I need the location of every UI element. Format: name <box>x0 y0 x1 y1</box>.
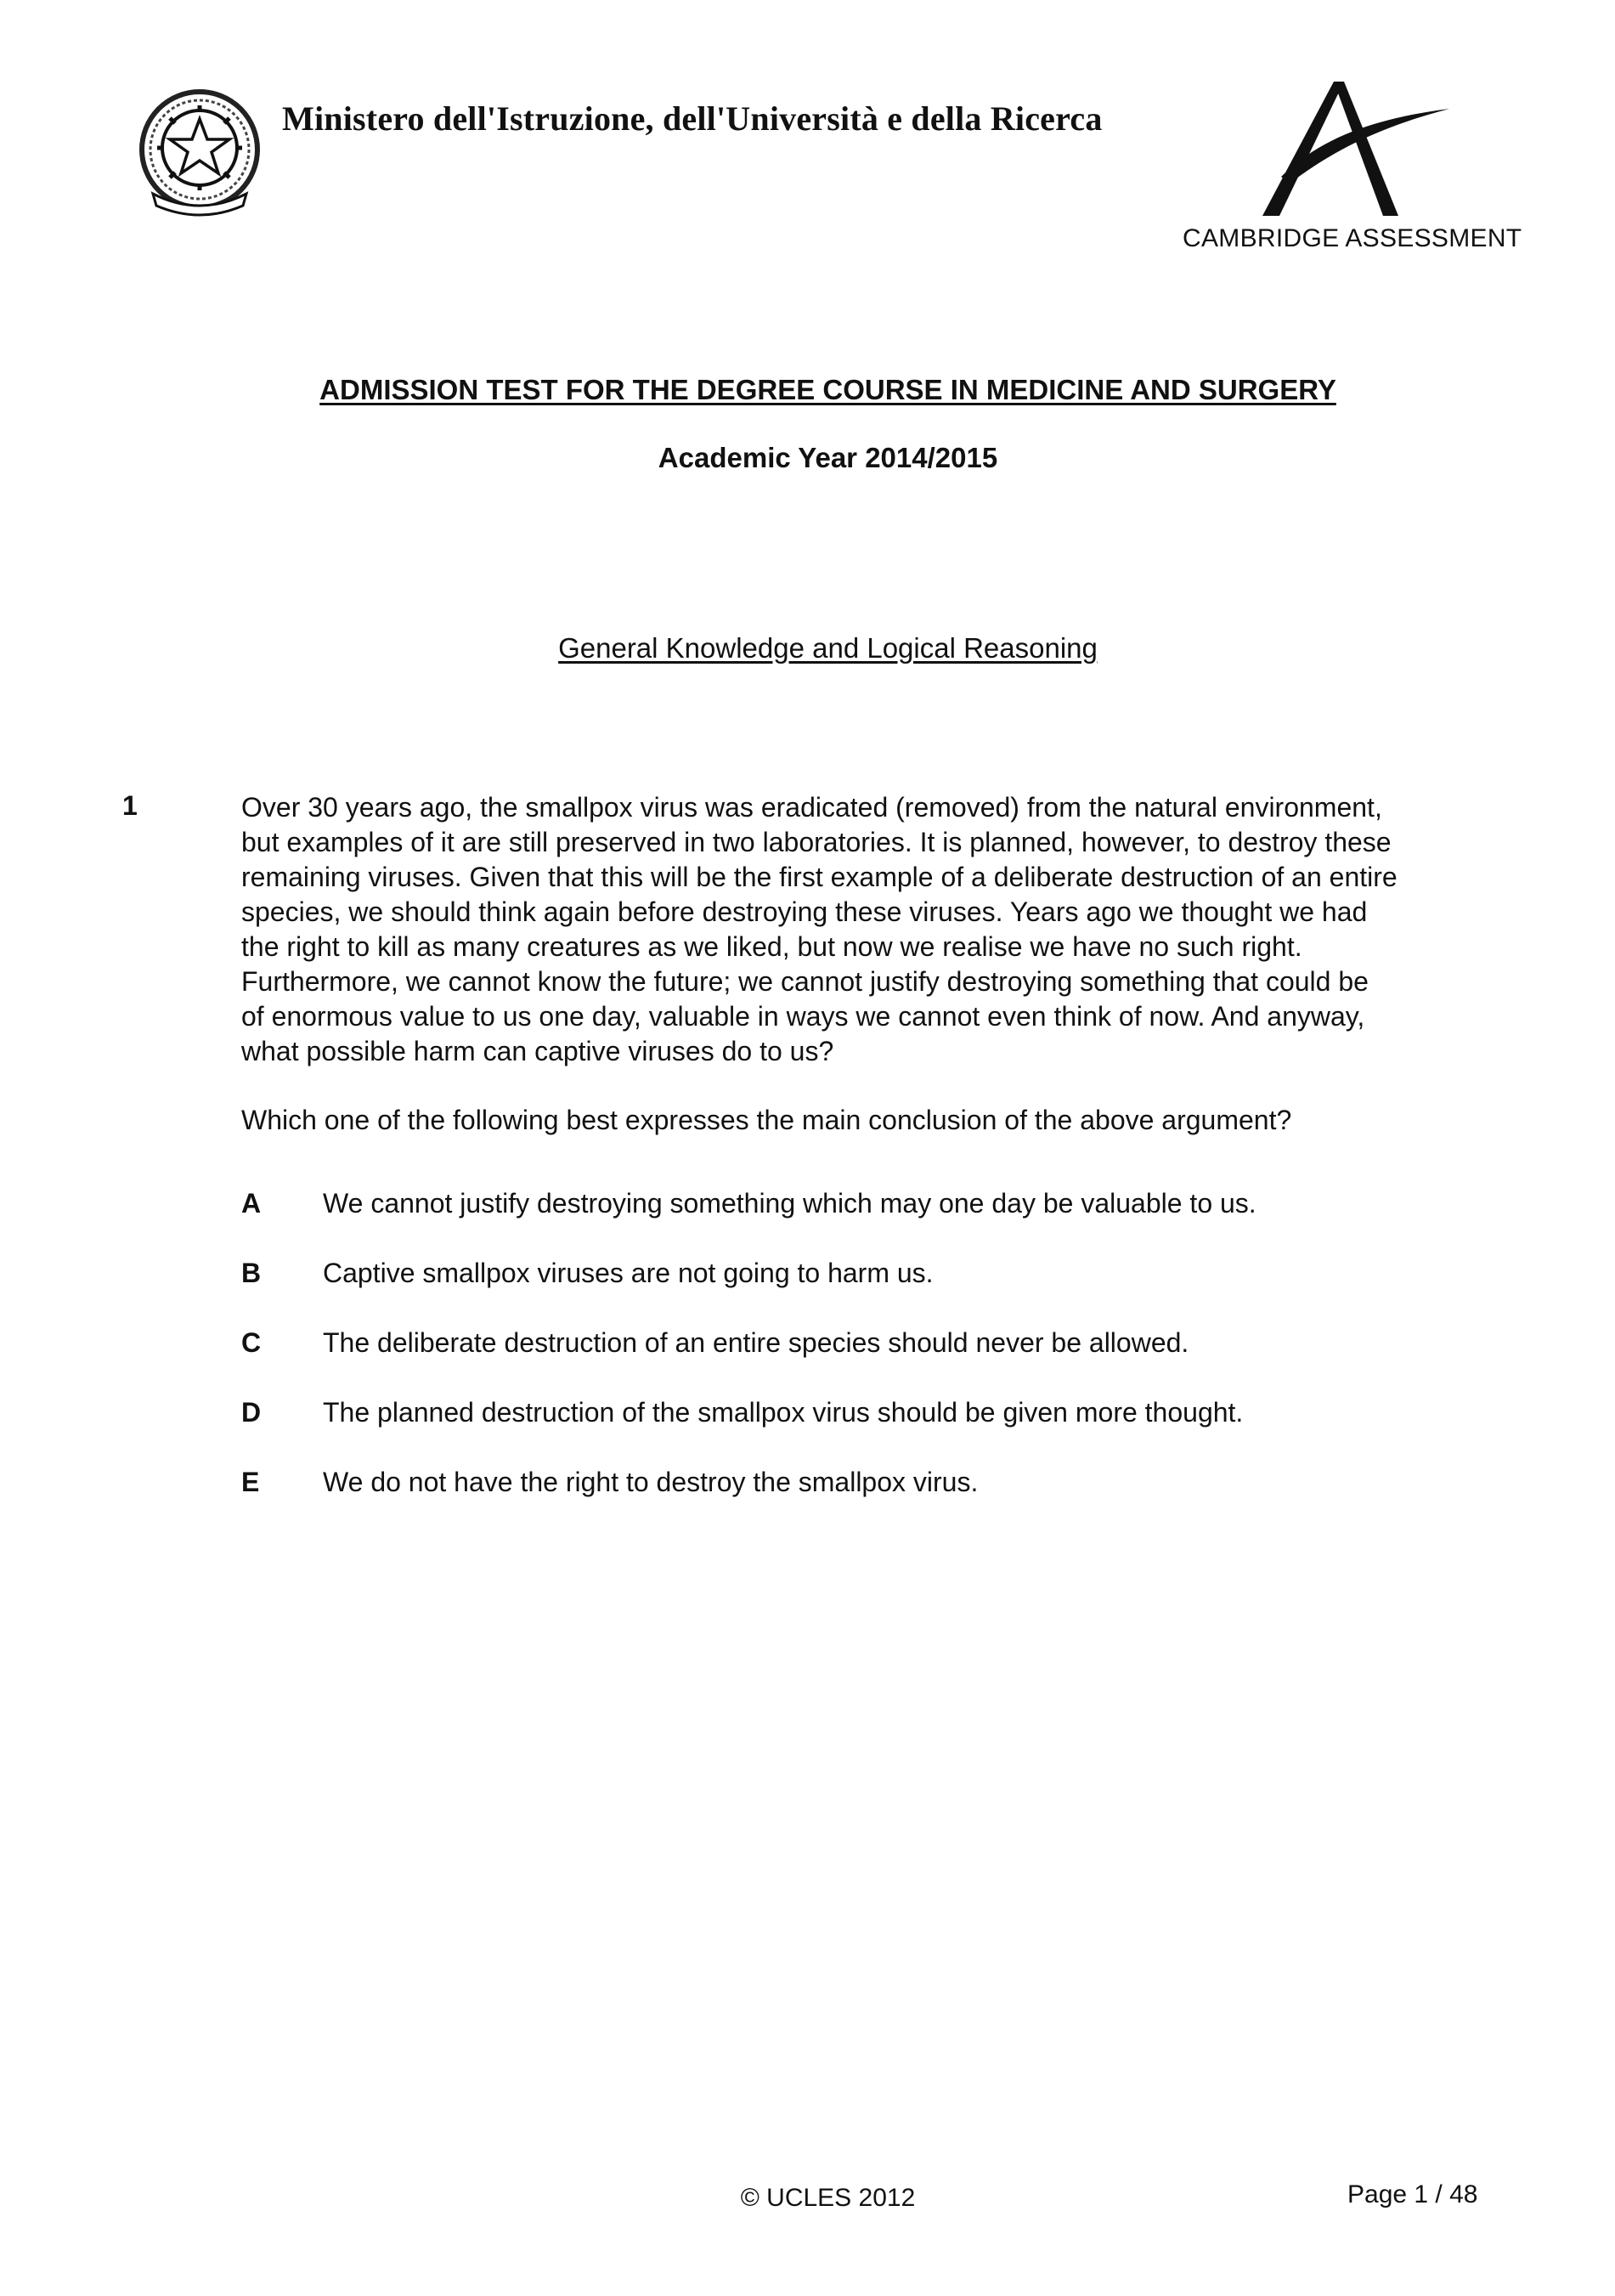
document-title: ADMISSION TEST FOR THE DEGREE COURSE IN MEDICINE AND SURGERY <box>319 374 1336 405</box>
option-letter: D <box>241 1397 262 1428</box>
option-letter: A <box>241 1188 262 1219</box>
question-number: 1 <box>122 790 138 821</box>
passage-line: the right to kill as many creatures as we liked, but now we realise we have no such right. <box>241 931 1302 962</box>
option-text: Captive smallpox viruses are not going to harm us. <box>323 1258 934 1288</box>
passage-line: but examples of it are still preserved in two laboratories. It is planned, however, to destroy these <box>241 827 1392 857</box>
option-text: The deliberate destruction of an entire species should never be allowed. <box>323 1327 1189 1358</box>
academic-year: Academic Year 2014/2015 <box>658 442 998 473</box>
passage-line: what possible harm can captive viruses do to us? <box>241 1036 834 1066</box>
section-heading: General Knowledge and Logical Reasoning <box>558 632 1098 664</box>
option-text: The planned destruction of the smallpox virus should be given more thought. <box>323 1397 1244 1428</box>
passage-line: Over 30 years ago, the smallpox virus was eradicated (removed) from the natural environment, <box>241 792 1382 823</box>
passage-line: remaining viruses. Given that this will be the first example of a deliberate destruction of an entire <box>241 862 1398 892</box>
italian-republic-emblem-icon <box>136 82 263 219</box>
option-letter: C <box>241 1327 262 1358</box>
question-passage <box>241 790 1516 1069</box>
option-letter: B <box>241 1258 262 1288</box>
option-text: We cannot justify destroying something which may one day be valuable to us. <box>323 1188 1256 1219</box>
ministry-name: Ministero dell'Istruzione, dell'Università e della Ricerca <box>282 99 1103 138</box>
passage-line: Furthermore, we cannot know the future; we cannot justify destroying something that could be <box>241 966 1369 997</box>
page-number: Page 1 / 48 <box>1347 2180 1478 2208</box>
cambridge-assessment-logo-icon <box>1256 75 1453 221</box>
copyright-notice: © UCLES 2012 <box>740 2184 916 2212</box>
passage-line: of enormous value to us one day, valuable in ways we cannot even think of now. And anyway, <box>241 1001 1365 1032</box>
option-letter: E <box>241 1467 260 1497</box>
cambridge-assessment-label: CAMBRIDGE ASSESSMENT <box>1183 224 1522 252</box>
option-text: We do not have the right to destroy the smallpox virus. <box>323 1467 979 1497</box>
question-prompt: Which one of the following best expresses the main conclusion of the above argument? <box>241 1105 1292 1135</box>
passage-line: species, we should think again before destroying these viruses. Years ago we thought we had <box>241 896 1368 927</box>
